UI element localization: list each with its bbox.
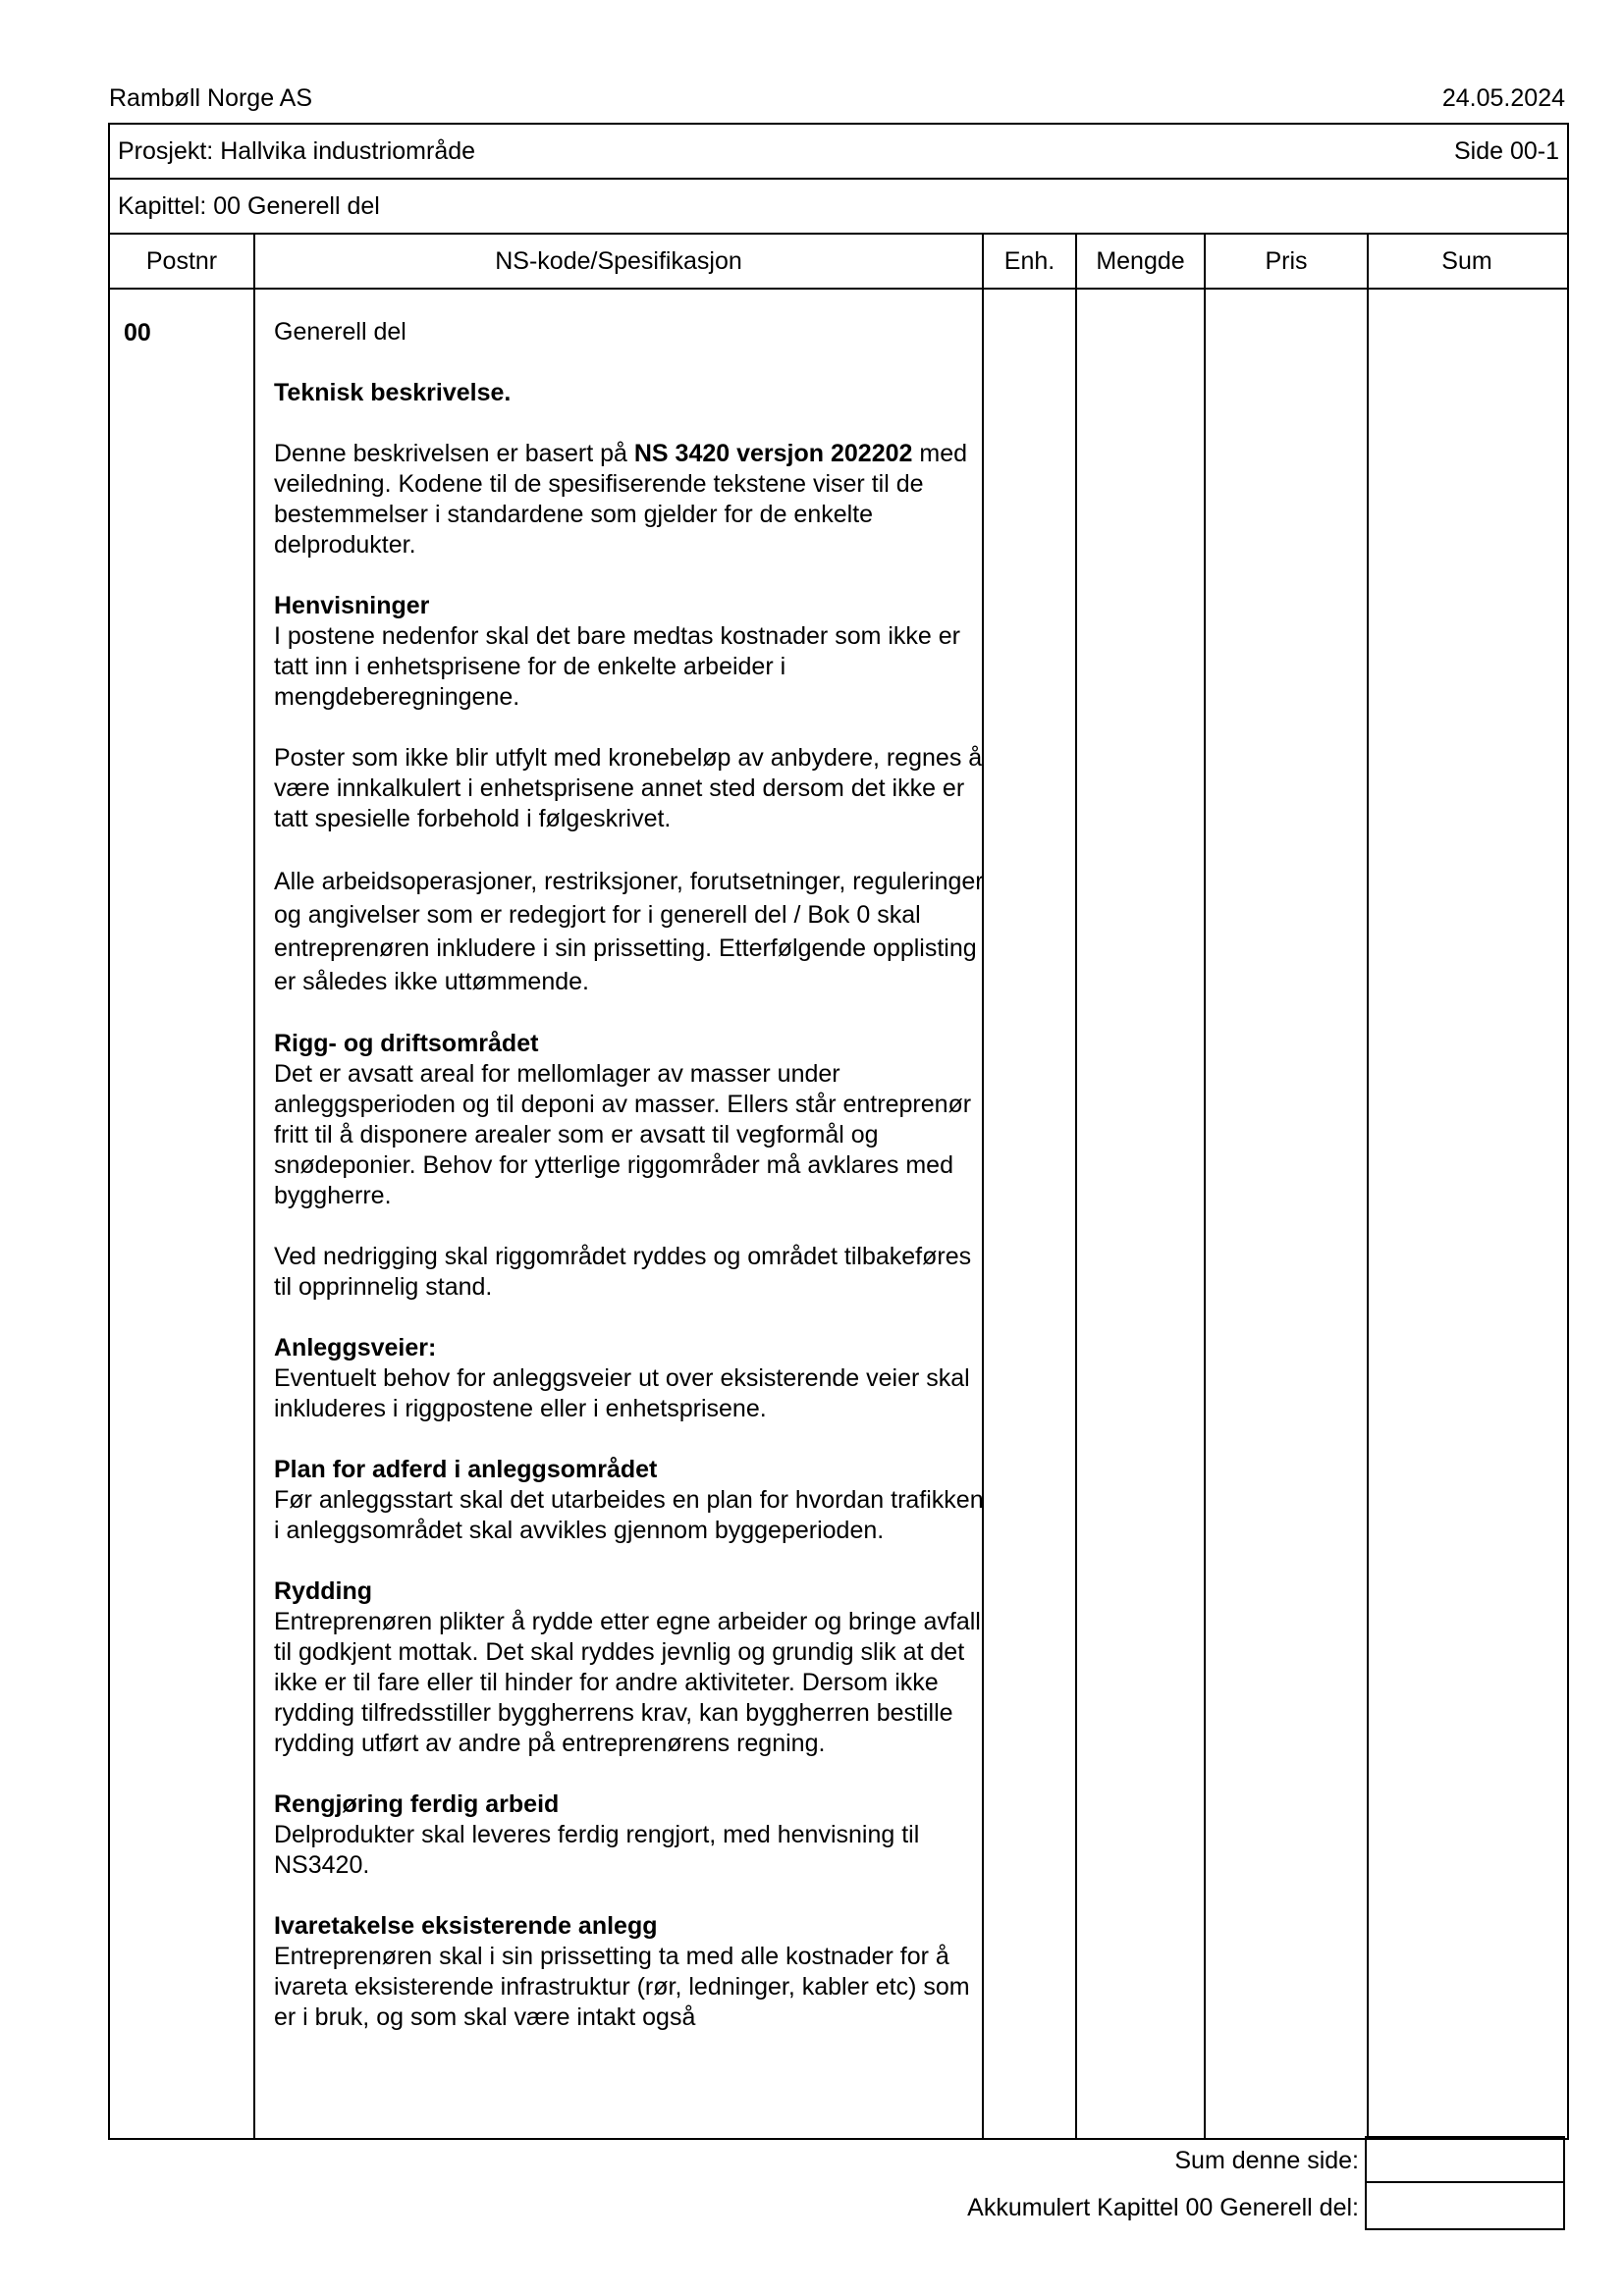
intro-paragraph: Denne beskrivelsen er basert på NS 3420 versjon 202202 med veiledning. Kodene til de spesifiserende tekstene viser til de bestemmelser i standardene som gjelder for de enkelte delprodukter. (274, 440, 968, 559)
chapter-row (110, 180, 1567, 235)
rydd-text: Entreprenøren plikter å rydde etter egne arbeider og bringe avfall til godkjent mottak. Det skal ryddes jevnlig og grundig slik at det ikke er til fare eller til hinder for andre aktiviteter. Dersom ikke rydding tilfredsstiller byggherrens krav, kan byggherren bestille rydding utført av andre på entreprenørens regning. (274, 1608, 981, 1757)
sum-accumulated-label: Akkumulert Kapittel 00 Generell del: (967, 2194, 1359, 2221)
post-title: Generell del (274, 318, 406, 346)
col-sum: Sum (1441, 247, 1492, 275)
col-spec: NS-kode/Spesifikasjon (495, 247, 742, 275)
project-label: Prosjekt: Hallvika industriområde (118, 137, 476, 165)
sum-accumulated-box[interactable] (1365, 2181, 1565, 2230)
col-unit: Enh. (1003, 247, 1056, 275)
rydd-heading: Rydding (274, 1577, 372, 1605)
reng-text: Delprodukter skal leveres ferdig rengjort, med henvisning til NS3420. (274, 1821, 920, 1879)
poster-text: Poster som ikke blir utfylt med kronebeløp av anbydere, regnes å være innkalkulert i enhetsprisene annet sted dersom det ikke er tatt spesielle forbehold i følgeskrivet. (274, 744, 983, 832)
tech-heading: Teknisk beskrivelse. (274, 379, 512, 406)
post-body (110, 290, 1567, 2138)
column-header-row (110, 235, 1567, 290)
document-date: 24.05.2024 (1441, 84, 1565, 112)
page-number: Side 00-1 (1453, 137, 1559, 165)
plan-heading: Plan for adferd i anleggsområdet (274, 1456, 658, 1483)
nedrigg-text: Ved nedrigging skal riggområdet ryddes og området tilbakeføres til opprinnelig stand. (274, 1243, 972, 1301)
post-number: 00 (124, 319, 151, 347)
col-postnr: Postnr (145, 247, 218, 275)
sum-page-label: Sum denne side: (1174, 2147, 1359, 2174)
plan-text: Før anleggsstart skal det utarbeides en plan for hvordan trafikken i anleggsområdet skal avvikles gjennom byggeperioden. (274, 1486, 984, 1544)
sum-page-box[interactable] (1365, 2136, 1565, 2183)
company-name: Rambøll Norge AS (109, 84, 313, 112)
post-description (274, 317, 991, 2033)
rigg-text: Det er avsatt areal for mellomlager av masser under anleggsperioden og til deponi av masser. Ellers står entreprenør fritt til å disponere arealer som er avsatt til vegformål og snødeponier. Behov for ytterlige riggområder må avklares med byggherre. (274, 1060, 972, 1209)
henv-heading: Henvisninger (274, 592, 430, 619)
col-price: Pris (1265, 247, 1308, 275)
anlegg-text: Eventuelt behov for anleggsveier ut over eksisterende veier skal inkluderes i riggpostene eller i enhetsprisene. (274, 1364, 970, 1422)
spec-table (108, 123, 1569, 2140)
alle-text: Alle arbeidsoperasjoner, restriksjoner, forutsetninger, reguleringer og angivelser som er redegjort for i generell del / Bok 0 skal entreprenøren inkludere i sin prissetting. Etterfølgende opplisting er således ikke uttømmende. (274, 868, 984, 995)
chapter-label: Kapittel: 00 Generell del (118, 192, 380, 220)
project-row (110, 125, 1567, 180)
henv-text: I postene nedenfor skal det bare medtas kostnader som ikke er tatt inn i enhetsprisene for de enkelte arbeider i mengdeberegningene. (274, 622, 960, 711)
rigg-heading: Rigg- og driftsområdet (274, 1030, 539, 1057)
ivar-heading: Ivaretakelse eksisterende anlegg (274, 1912, 658, 1940)
reng-heading: Rengjøring ferdig arbeid (274, 1790, 560, 1818)
ivar-text: Entreprenøren skal i sin prissetting ta med alle kostnader for å ivareta eksisterende infrastruktur (rør, ledninger, kabler etc) som er i bruk, og som skal være intakt også (274, 1943, 970, 2031)
anlegg-heading: Anleggsveier: (274, 1334, 437, 1362)
col-qty: Mengde (1096, 247, 1185, 275)
